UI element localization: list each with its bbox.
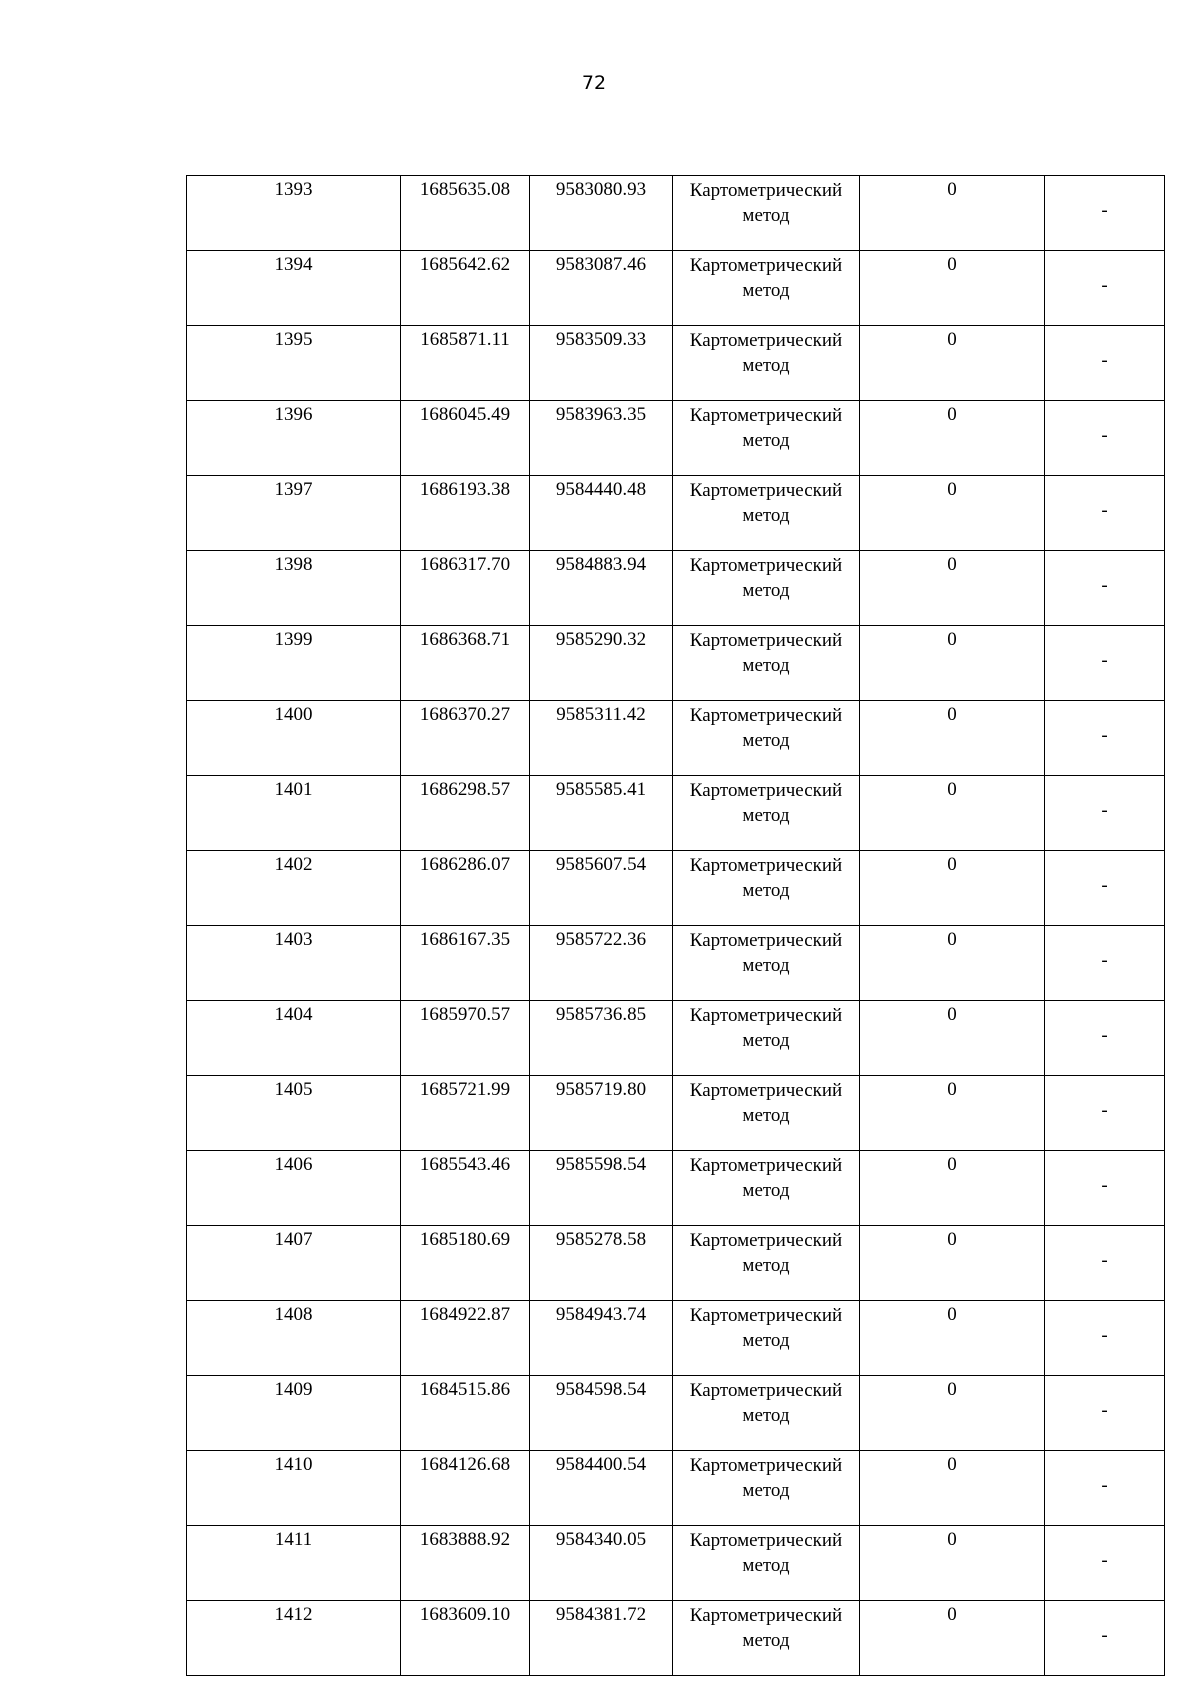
x-coordinate-cell: 1683888.92 bbox=[401, 1526, 530, 1601]
x-coordinate-cell: 1685543.46 bbox=[401, 1151, 530, 1226]
point-number-cell: 1403 bbox=[187, 926, 401, 1001]
method-cell: Картометрический метод bbox=[673, 1451, 860, 1526]
y-coordinate-cell: 9585736.85 bbox=[530, 1001, 673, 1076]
point-number-cell: 1409 bbox=[187, 1376, 401, 1451]
table-row bbox=[187, 476, 1165, 551]
coordinates-table bbox=[186, 175, 1165, 1676]
x-coordinate-cell: 1686045.49 bbox=[401, 401, 530, 476]
method-cell: Картометрический метод bbox=[673, 701, 860, 776]
y-coordinate-cell: 9584883.94 bbox=[530, 551, 673, 626]
error-value-cell: 0 bbox=[860, 1301, 1045, 1376]
point-number-cell: 1412 bbox=[187, 1601, 401, 1676]
table-row bbox=[187, 401, 1165, 476]
table-row bbox=[187, 1001, 1165, 1076]
y-coordinate-cell: 9585311.42 bbox=[530, 701, 673, 776]
method-cell: Картометрический метод bbox=[673, 1301, 860, 1376]
note-cell: - bbox=[1045, 476, 1165, 551]
table-row bbox=[187, 1526, 1165, 1601]
method-cell: Картометрический метод bbox=[673, 1376, 860, 1451]
method-cell: Картометрический метод bbox=[673, 401, 860, 476]
y-coordinate-cell: 9584381.72 bbox=[530, 1601, 673, 1676]
table-row bbox=[187, 926, 1165, 1001]
note-cell: - bbox=[1045, 1601, 1165, 1676]
method-cell: Картометрический метод bbox=[673, 626, 860, 701]
x-coordinate-cell: 1686298.57 bbox=[401, 776, 530, 851]
method-cell: Картометрический метод bbox=[673, 1226, 860, 1301]
error-value-cell: 0 bbox=[860, 851, 1045, 926]
point-number-cell: 1401 bbox=[187, 776, 401, 851]
method-cell: Картометрический метод bbox=[673, 1076, 860, 1151]
error-value-cell: 0 bbox=[860, 1376, 1045, 1451]
x-coordinate-cell: 1684126.68 bbox=[401, 1451, 530, 1526]
error-value-cell: 0 bbox=[860, 776, 1045, 851]
table-row bbox=[187, 851, 1165, 926]
coordinates-table-body bbox=[187, 176, 1165, 1676]
y-coordinate-cell: 9585722.36 bbox=[530, 926, 673, 1001]
table-row bbox=[187, 1601, 1165, 1676]
point-number-cell: 1411 bbox=[187, 1526, 401, 1601]
x-coordinate-cell: 1686370.27 bbox=[401, 701, 530, 776]
point-number-cell: 1408 bbox=[187, 1301, 401, 1376]
error-value-cell: 0 bbox=[860, 926, 1045, 1001]
method-cell: Картометрический метод bbox=[673, 1001, 860, 1076]
y-coordinate-cell: 9584340.05 bbox=[530, 1526, 673, 1601]
note-cell: - bbox=[1045, 401, 1165, 476]
y-coordinate-cell: 9585607.54 bbox=[530, 851, 673, 926]
table-row bbox=[187, 1451, 1165, 1526]
point-number-cell: 1405 bbox=[187, 1076, 401, 1151]
y-coordinate-cell: 9585585.41 bbox=[530, 776, 673, 851]
x-coordinate-cell: 1686193.38 bbox=[401, 476, 530, 551]
y-coordinate-cell: 9585719.80 bbox=[530, 1076, 673, 1151]
x-coordinate-cell: 1683609.10 bbox=[401, 1601, 530, 1676]
x-coordinate-cell: 1685721.99 bbox=[401, 1076, 530, 1151]
y-coordinate-cell: 9584440.48 bbox=[530, 476, 673, 551]
method-cell: Картометрический метод bbox=[673, 251, 860, 326]
error-value-cell: 0 bbox=[860, 1451, 1045, 1526]
error-value-cell: 0 bbox=[860, 1001, 1045, 1076]
point-number-cell: 1400 bbox=[187, 701, 401, 776]
method-cell: Картометрический метод bbox=[673, 1601, 860, 1676]
error-value-cell: 0 bbox=[860, 626, 1045, 701]
x-coordinate-cell: 1685635.08 bbox=[401, 176, 530, 251]
y-coordinate-cell: 9585598.54 bbox=[530, 1151, 673, 1226]
y-coordinate-cell: 9583087.46 bbox=[530, 251, 673, 326]
x-coordinate-cell: 1686167.35 bbox=[401, 926, 530, 1001]
y-coordinate-cell: 9585278.58 bbox=[530, 1226, 673, 1301]
note-cell: - bbox=[1045, 1376, 1165, 1451]
error-value-cell: 0 bbox=[860, 326, 1045, 401]
error-value-cell: 0 bbox=[860, 1151, 1045, 1226]
y-coordinate-cell: 9584400.54 bbox=[530, 1451, 673, 1526]
note-cell: - bbox=[1045, 1226, 1165, 1301]
note-cell: - bbox=[1045, 851, 1165, 926]
table-row bbox=[187, 1226, 1165, 1301]
x-coordinate-cell: 1685642.62 bbox=[401, 251, 530, 326]
table-row bbox=[187, 551, 1165, 626]
x-coordinate-cell: 1686368.71 bbox=[401, 626, 530, 701]
table-row bbox=[187, 626, 1165, 701]
error-value-cell: 0 bbox=[860, 401, 1045, 476]
note-cell: - bbox=[1045, 251, 1165, 326]
error-value-cell: 0 bbox=[860, 1601, 1045, 1676]
note-cell: - bbox=[1045, 176, 1165, 251]
error-value-cell: 0 bbox=[860, 701, 1045, 776]
y-coordinate-cell: 9585290.32 bbox=[530, 626, 673, 701]
error-value-cell: 0 bbox=[860, 176, 1045, 251]
method-cell: Картометрический метод bbox=[673, 776, 860, 851]
note-cell: - bbox=[1045, 626, 1165, 701]
table-row bbox=[187, 1301, 1165, 1376]
error-value-cell: 0 bbox=[860, 251, 1045, 326]
table-row bbox=[187, 776, 1165, 851]
x-coordinate-cell: 1684922.87 bbox=[401, 1301, 530, 1376]
error-value-cell: 0 bbox=[860, 1226, 1045, 1301]
point-number-cell: 1398 bbox=[187, 551, 401, 626]
point-number-cell: 1393 bbox=[187, 176, 401, 251]
y-coordinate-cell: 9583080.93 bbox=[530, 176, 673, 251]
x-coordinate-cell: 1686317.70 bbox=[401, 551, 530, 626]
x-coordinate-cell: 1684515.86 bbox=[401, 1376, 530, 1451]
point-number-cell: 1397 bbox=[187, 476, 401, 551]
point-number-cell: 1399 bbox=[187, 626, 401, 701]
method-cell: Картометрический метод bbox=[673, 926, 860, 1001]
method-cell: Картометрический метод bbox=[673, 176, 860, 251]
table-row bbox=[187, 1151, 1165, 1226]
point-number-cell: 1402 bbox=[187, 851, 401, 926]
point-number-cell: 1395 bbox=[187, 326, 401, 401]
x-coordinate-cell: 1685180.69 bbox=[401, 1226, 530, 1301]
note-cell: - bbox=[1045, 701, 1165, 776]
point-number-cell: 1396 bbox=[187, 401, 401, 476]
x-coordinate-cell: 1686286.07 bbox=[401, 851, 530, 926]
table-row bbox=[187, 326, 1165, 401]
table-row bbox=[187, 701, 1165, 776]
note-cell: - bbox=[1045, 1076, 1165, 1151]
method-cell: Картометрический метод bbox=[673, 476, 860, 551]
point-number-cell: 1394 bbox=[187, 251, 401, 326]
table-row bbox=[187, 1376, 1165, 1451]
error-value-cell: 0 bbox=[860, 476, 1045, 551]
error-value-cell: 0 bbox=[860, 1526, 1045, 1601]
note-cell: - bbox=[1045, 1001, 1165, 1076]
note-cell: - bbox=[1045, 1301, 1165, 1376]
method-cell: Картометрический метод bbox=[673, 851, 860, 926]
error-value-cell: 0 bbox=[860, 551, 1045, 626]
method-cell: Картометрический метод bbox=[673, 326, 860, 401]
point-number-cell: 1406 bbox=[187, 1151, 401, 1226]
point-number-cell: 1407 bbox=[187, 1226, 401, 1301]
note-cell: - bbox=[1045, 326, 1165, 401]
point-number-cell: 1410 bbox=[187, 1451, 401, 1526]
x-coordinate-cell: 1685871.11 bbox=[401, 326, 530, 401]
point-number-cell: 1404 bbox=[187, 1001, 401, 1076]
error-value-cell: 0 bbox=[860, 1076, 1045, 1151]
method-cell: Картометрический метод bbox=[673, 1151, 860, 1226]
table-row bbox=[187, 1076, 1165, 1151]
y-coordinate-cell: 9584943.74 bbox=[530, 1301, 673, 1376]
method-cell: Картометрический метод bbox=[673, 1526, 860, 1601]
method-cell: Картометрический метод bbox=[673, 551, 860, 626]
note-cell: - bbox=[1045, 1151, 1165, 1226]
note-cell: - bbox=[1045, 926, 1165, 1001]
table-row bbox=[187, 176, 1165, 251]
note-cell: - bbox=[1045, 776, 1165, 851]
note-cell: - bbox=[1045, 1451, 1165, 1526]
y-coordinate-cell: 9583509.33 bbox=[530, 326, 673, 401]
note-cell: - bbox=[1045, 551, 1165, 626]
y-coordinate-cell: 9583963.35 bbox=[530, 401, 673, 476]
x-coordinate-cell: 1685970.57 bbox=[401, 1001, 530, 1076]
table-row bbox=[187, 251, 1165, 326]
page-number: 72 bbox=[581, 72, 607, 94]
y-coordinate-cell: 9584598.54 bbox=[530, 1376, 673, 1451]
note-cell: - bbox=[1045, 1526, 1165, 1601]
